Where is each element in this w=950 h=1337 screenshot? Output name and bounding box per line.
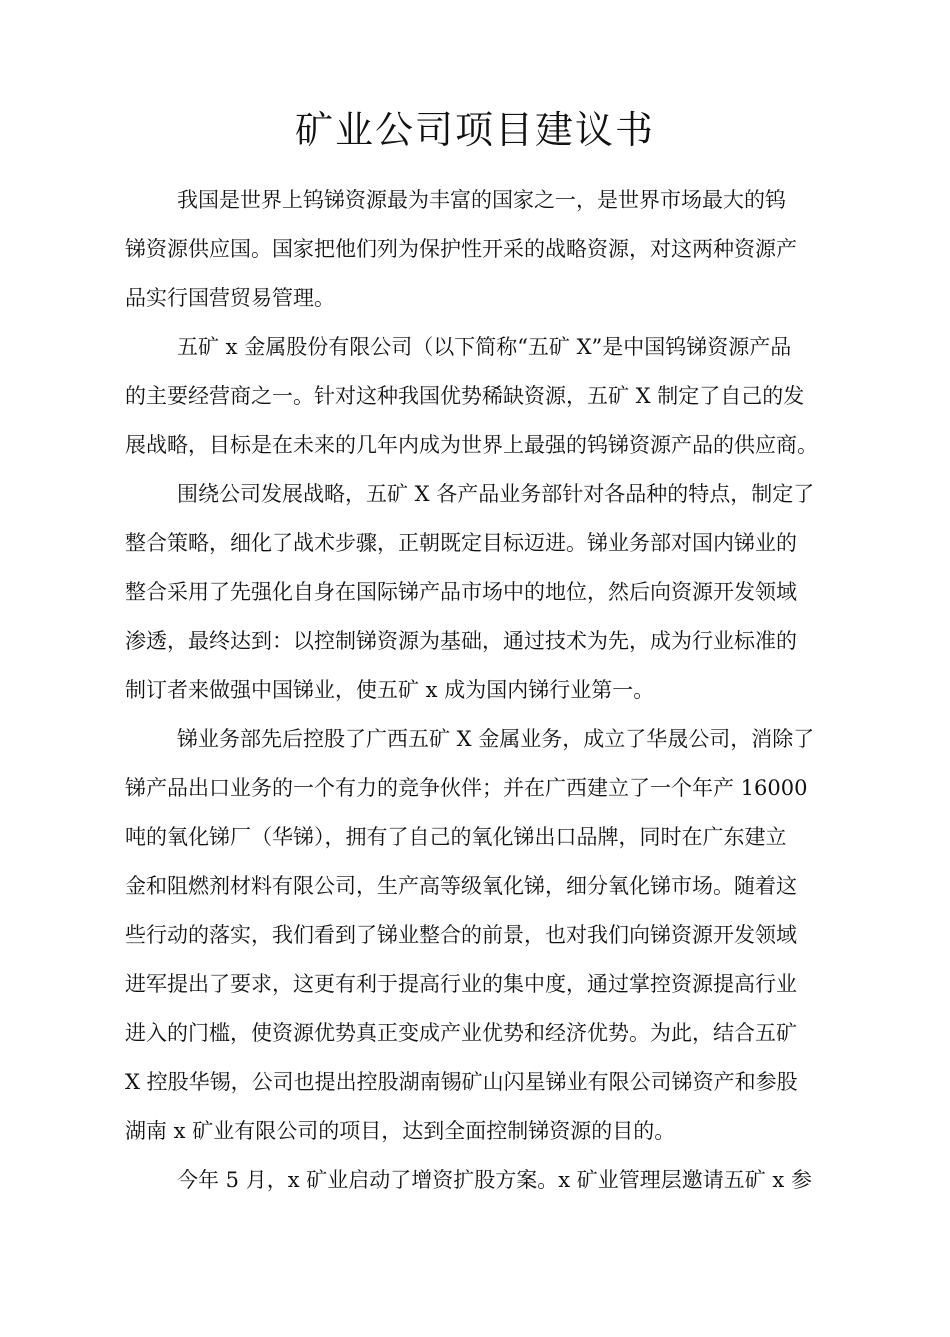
paragraph-line: 吨的氧化锑厂（华锑），拥有了自己的氧化锑出口品牌，同时在广东建立 <box>125 825 787 849</box>
paragraph-line: 我国是世界上钨锑资源最为丰富的国家之一，是世界市场最大的钨 <box>177 188 786 212</box>
paragraph-line: 五矿 x 金属股份有限公司（以下简称“五矿 X”是中国钨锑资源产品 <box>177 335 792 359</box>
document-title: 矿业公司项目建议书 <box>294 108 655 152</box>
paragraph-line: 今年 5 月，x 矿业启动了增资扩股方案。x 矿业管理层邀请五矿 x 参 <box>177 1168 812 1192</box>
paragraph-line: 制订者来做强中国锑业，使五矿 x 成为国内锑行业第一。 <box>125 678 655 702</box>
paragraph-line: 渗透，最终达到：以控制锑资源为基础，通过技术为先，成为行业标准的 <box>125 629 797 653</box>
paragraph-4 <box>125 715 840 1156</box>
paragraph-line: 的主要经营商之一。针对这种我国优势稀缺资源，五矿 X 制定了自己的发 <box>125 384 805 408</box>
paragraph-line: 金和阻燃剂材料有限公司，生产高等级氧化锑，细分氧化锑市场。随着这 <box>125 874 797 898</box>
paragraph-line: 锑业务部先后控股了广西五矿 X 金属业务，成立了华晟公司，消除了 <box>177 727 815 751</box>
paragraph-line: 些行动的落实，我们看到了锑业整合的前景，也对我们向锑资源开发领域 <box>125 923 797 947</box>
paragraph-line: 整合采用了先强化自身在国际锑产品市场中的地位，然后向资源开发领域 <box>125 580 797 604</box>
paragraph-line: 围绕公司发展战略，五矿 X 各产品业务部针对各品种的特点，制定了 <box>177 482 815 506</box>
paragraph-line: 整合策略，细化了战术步骤，正朝既定目标迈进。锑业务部对国内锑业的 <box>125 531 797 555</box>
paragraph-line: 湖南 x 矿业有限公司的项目，达到全面控制锑资源的目的。 <box>125 1119 676 1143</box>
paragraph-3 <box>125 470 840 715</box>
paragraph-2 <box>125 323 840 470</box>
paragraph-line: 展战略，目标是在未来的几年内成为世界上最强的钨锑资源产品的供应商。 <box>125 433 818 457</box>
paragraph-line: 品实行国营贸易管理。 <box>125 286 335 310</box>
paragraph-line: X 控股华锡，公司也提出控股湖南锡矿山闪星锑业有限公司锑资产和参股 <box>125 1070 798 1094</box>
paragraph-line: 进军提出了要求，这更有利于提高行业的集中度，通过掌控资源提高行业 <box>125 972 797 996</box>
paragraph-1 <box>125 176 840 323</box>
paragraph-line: 进入的门槛，使资源优势真正变成产业优势和经济优势。为此，结合五矿 <box>125 1021 797 1045</box>
paragraph-line: 锑资源供应国。国家把他们列为保护性开采的战略资源，对这两种资源产 <box>125 237 797 261</box>
document-body <box>125 176 840 1205</box>
paragraph-line: 锑产品出口业务的一个有力的竞争伙伴；并在广西建立了一个年产 16000 <box>125 776 808 800</box>
paragraph-5 <box>125 1156 840 1205</box>
